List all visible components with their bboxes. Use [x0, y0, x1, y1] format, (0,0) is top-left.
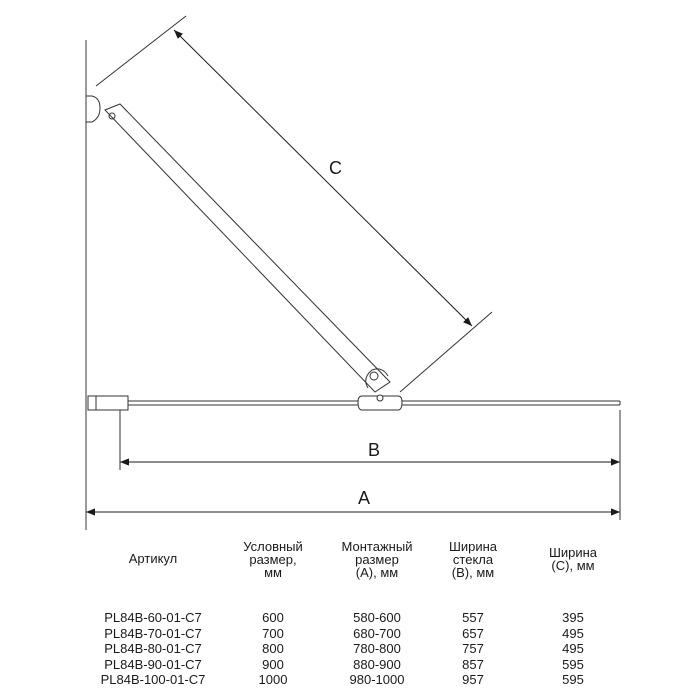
- table-header-line: Ширина: [448, 539, 498, 554]
- table-cell: 800: [262, 641, 284, 656]
- dimension-b-label: B: [368, 440, 381, 460]
- table-header-line: мм: [264, 565, 282, 580]
- table-cell: 557: [462, 610, 484, 625]
- table-cell-article: PL84B-60-01-C7: [104, 610, 202, 625]
- table-header-cell: [93, 552, 213, 565]
- table-cell: 757: [462, 641, 484, 656]
- table-header-line: размер: [355, 552, 399, 567]
- table-cell-article: PL84B-80-01-C7: [104, 641, 202, 656]
- table-cell: 1000: [258, 672, 288, 687]
- table-cell: 980-1000: [349, 672, 405, 687]
- table-header-line: стекла: [452, 552, 494, 567]
- table-header-line: Артикул: [128, 551, 178, 566]
- table-cell-article: PL84B-100-01-C7: [100, 672, 206, 687]
- table-header-line: Монтажный: [341, 539, 413, 554]
- support-arm: [105, 104, 390, 392]
- table-header-line: (С), мм: [551, 558, 595, 573]
- table-cell: 595: [562, 656, 584, 672]
- table-cell-article: PL84B-70-01-C7: [104, 625, 202, 641]
- dimension-a-label: A: [358, 488, 371, 508]
- table-cell: 580-600: [353, 610, 401, 625]
- table-cell: 957: [462, 672, 484, 687]
- table-cell: 495: [562, 641, 584, 656]
- table-header-line: (В), мм: [451, 565, 495, 580]
- glass-clamp: [358, 395, 402, 410]
- table-header-line: размер,: [249, 552, 297, 567]
- table-header-line: (А), мм: [355, 565, 399, 580]
- spec-table: [0, 530, 700, 700]
- extension-lines: [86, 16, 620, 520]
- table-header-line: Условный: [243, 539, 303, 554]
- wall-bracket: [86, 96, 100, 122]
- table-cell: 680-700: [353, 625, 401, 641]
- dimension-c-label: C: [329, 158, 342, 178]
- table-cell: 657: [462, 625, 484, 641]
- table-header-cell: [513, 546, 633, 572]
- table-cell: 857: [462, 656, 484, 672]
- table-cell: 600: [262, 610, 284, 625]
- table-cell: 495: [562, 625, 584, 641]
- table-cell: 395: [562, 610, 584, 625]
- table-cell: 595: [562, 672, 584, 687]
- table-header-line: Ширина: [548, 545, 598, 560]
- table-cell: 880-900: [353, 656, 401, 672]
- table-cell: 780-800: [353, 641, 401, 656]
- glass-panel: [88, 396, 620, 410]
- table-cell: 700: [262, 625, 284, 641]
- table-cell-article: PL84B-90-01-C7: [104, 656, 202, 672]
- table-cell: 900: [262, 656, 284, 672]
- table-header-cell: [213, 540, 333, 579]
- dimension-c-line: [174, 30, 472, 326]
